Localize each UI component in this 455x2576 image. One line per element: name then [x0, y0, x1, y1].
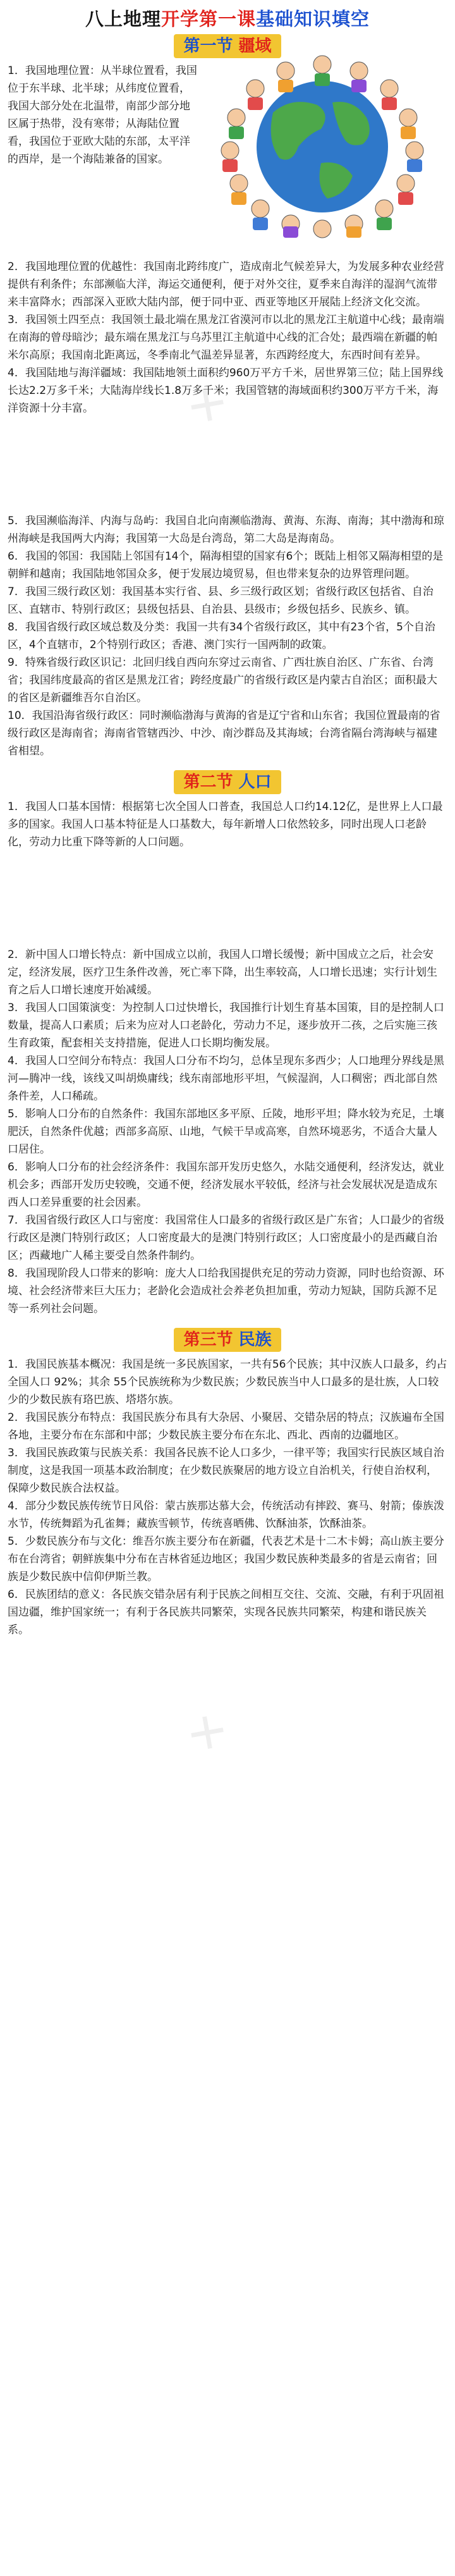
section-1-body-cont [0, 512, 455, 760]
paragraph-1-4: 4．我国陆地与海洋疆域：我国陆地领土面积约960万平方千米，居世界第三位；陆上国界线长达2.2万多千米；大陆海岸线长1.8万多千米；我国管辖的海域面积约300万平方千米，海洋资源十分丰富。 [8, 367, 444, 415]
paragraph-2-4: 4．我国人口空间分布特点：我国人口分布不均匀，总体呈现东多西少；人口地理分界线是黑河—腾冲一线，该线又叫胡焕庸线；线东南部地形平坦，气候湿润，人口稠密；西北部自然条件差，人口稀疏。 [8, 1055, 444, 1103]
paragraph-1-3: 3．我国领土四至点：我国领土最北端在黑龙江省漠河市以北的黑龙江主航道中心线；最南端在南海的曾母暗沙；最东端在黑龙江与乌苏里江主航道中心线的汇合处；最西端在新疆的帕米尔高原；我国南北距离远，冬季南北气温差异显著，东西跨经度大，东西时间有差异。 [8, 314, 444, 362]
section-1-label: 第一节 [183, 37, 239, 56]
paragraph-2-5: 5．影响人口分布的自然条件：我国东部地区多平原、丘陵，地形平坦；降水较为充足，土壤肥沃，自然条件优越；西部多高原、山地，气候干旱或高寒，自然环境恶劣，不适合大量人口居住。 [8, 1108, 444, 1156]
paragraph-3-3: 3．我国民族政策与民族关系：我国各民族不论人口多少，一律平等；我国实行民族区域自治制度，这是我国一项基本政治制度；在少数民族聚居的地方设立自治机关，行使自治权利，保障少数民族合法权益。 [8, 1447, 444, 1495]
paragraph-3-2: 2．我国民族分布特点：我国民族分布具有大杂居、小聚居、交错杂居的特点；汉族遍布全国各地，主要分布在东部和中部；少数民族主要分布在东北、西北、西南的边疆地区。 [8, 1411, 444, 1442]
paragraph-2-2: 2．新中国人口增长特点：新中国成立以前，我国人口增长缓慢；新中国成立之后，社会安定，经济发展，医疗卫生条件改善，死亡率下降，出生率较高，人口增长迅速；实行计划生育之后人口增长速度开始减缓。 [8, 948, 437, 997]
paragraph-2-3: 3．我国人口国策演变：为控制人口过快增长，我国推行计划生育基本国策，目的是控制人口数量，提高人口素质；后来为应对人口老龄化，劳动力不足，逐步放开二孩，之后实施三孩生育政策，配套相关支持措施，促进人口长期均衡发展。 [8, 1002, 444, 1050]
section-2-label: 第二节 [183, 773, 239, 792]
paragraph-2-6: 6．影响人口分布的社会经济条件：我国东部开发历史悠久，水陆交通便利，经济发达，就业机会多；西部开发历史较晚，交通不便，经济发展水平较低，经济与社会发展状况是造成东西人口差异重要的社会因素。 [8, 1161, 444, 1209]
section-banner-3 [174, 1328, 281, 1352]
globe-children-illustration [197, 52, 447, 239]
title-part-3: 基础知识填空 [256, 8, 370, 30]
title-part-1: 八上地理 [85, 8, 161, 30]
section-1-name: 疆域 [238, 37, 272, 56]
section-banner-2 [174, 770, 281, 794]
title-part-2: 开学第一课 [161, 8, 256, 30]
paragraph-2-8: 8．我国现阶段人口带来的影响：庞大人口给我国提供充足的劳动力资源，同时也给资源、环境、社会经济带来巨大压力；老龄化会造成社会养老负担加重，劳动力短缺，国防兵源不足等一系列社会问题。 [8, 1267, 444, 1315]
paragraph-3-6: 6．民族团结的意义：各民族交错杂居有利于民族之间相互交往、交流、交融，有利于巩固祖国边疆，维护国家统一；有利于各民族共同繁荣，实现各民族共同繁荣，构建和谐民族关系。 [8, 1588, 444, 1636]
page-break-2 [0, 851, 455, 946]
section-2-body-cont [0, 946, 455, 1318]
paragraph-1-9: 9．特殊省级行政区识记：北回归线自西向东穿过云南省、广西壮族自治区、广东省、台湾省；我国纬度最高的省区是黑龙江省；跨经度最广的省级行政区是内蒙古自治区；面积最大的省区是新疆维吾尔自治区。 [8, 656, 437, 704]
paragraph-3-1: 1．我国民族基本概况：我国是统一多民族国家，一共有56个民族；其中汉族人口最多，约占全国人口 92%；其余 55个民族统称为少数民族；少数民族当中人口最多的是壮族，人口较少的少数民族有珞巴族、塔塔尔族。 [8, 1358, 447, 1406]
section-2-body [0, 798, 455, 851]
page-break [0, 417, 455, 512]
watermark: ✕ [176, 375, 240, 436]
paragraph-1-8: 8．我国省级行政区域总数及分类：我国一共有34个省级行政区，其中有23个省，5个自治区，4个直辖市，2个特别行政区；香港、澳门实行一国两制的政策。 [8, 621, 435, 651]
watermark-2: ✕ [176, 1703, 240, 1763]
page-title [0, 0, 455, 30]
paragraph-1-5: 5．我国濒临海洋、内海与岛屿：我国自北向南濒临渤海、黄海、东海、南海；其中渤海和琼州海峡是我国两大内海；我国第一大岛是台湾岛，第二大岛是海南岛。 [8, 515, 444, 545]
paragraph-1-6: 6．我国的邻国：我国陆上邻国有14个，隔海相望的国家有6个；既陆上相邻又隔海相望的是朝鲜和越南；我国陆地邻国众多，便于发展边境贸易，但也带来复杂的边界管理问题。 [8, 550, 444, 580]
paragraph-3-5: 5．少数民族分布与文化：维吾尔族主要分布在新疆，代表艺术是十二木卡姆；高山族主要分布在台湾省；朝鲜族集中分布在吉林省延边地区；我国少数民族种类最多的省是云南省；回族是少数民族中信仰伊斯兰教。 [8, 1535, 444, 1583]
section-3-body [0, 1356, 455, 1639]
section-3-name: 民族 [238, 1330, 272, 1349]
paragraph-1-7: 7．我国三级行政区划：我国基本实行省、县、乡三级行政区划；省级行政区包括省、自治区、直辖市、特别行政区；县级包括县、自治县、县级市；乡级包括乡、民族乡、镇。 [8, 586, 434, 616]
globe-icon [197, 52, 447, 239]
paragraph-2-1: 1．我国人口基本国情：根据第七次全国人口普查，我国总人口约14.12亿，是世界上人口最多的国家。我国人口基本特征是人口基数大，每年新增人口依然较多，同时出现人口老龄化，劳动力比重下降等新的人口问题。 [8, 800, 443, 849]
paragraph-2-7: 7．我国省级行政区人口与密度：我国常住人口最多的省级行政区是广东省；人口最少的省级行政区是澳门特别行政区；人口密度最大的是澳门特别行政区；人口密度最小的是西藏自治区；西藏地广人稀主要受自然条件制约。 [8, 1214, 444, 1262]
section-1-body [0, 258, 455, 417]
section-2-name: 人口 [238, 773, 272, 792]
paragraph-3-4: 4．部分少数民族传统节日风俗：蒙古族那达慕大会，传统活动有摔跤、赛马、射箭；傣族泼水节，传统舞蹈为孔雀舞；藏族雪顿节，传统喜晒佛、饮酥油茶，饮酥油茶。 [8, 1500, 444, 1530]
paragraph-1-1: 1．我国地理位置：从半球位置看，我国位于东半球、北半球；从纬度位置看，我国大部分处在北温带，南部少部分地区属于热带，没有寒带；从海陆位置看，我国位于亚欧大陆的东部，太平洋的西岸，是一个海陆兼备的国家。 [8, 64, 197, 166]
paragraph-1-10: 10．我国沿海省级行政区：同时濒临渤海与黄海的省是辽宁省和山东省；我国位置最南的省级行政区是海南省；海南省管辖西沙、中沙、南沙群岛及其海域；台湾省隔台湾海峡与福建省相望。 [8, 709, 440, 757]
section-3-label: 第三节 [183, 1330, 239, 1349]
paragraph-1-2: 2．我国地理位置的优越性：我国南北跨纬度广，造成南北气候差异大，为发展多种农业经营提供有利条件；东部濒临大洋，海运交通便利，便于对外交往，夏季来自海洋的湿润气流带来丰富降水；西部深入亚欧大陆内部，便于同中亚、西亚等地区开展陆上经济文化交流。 [8, 261, 444, 309]
